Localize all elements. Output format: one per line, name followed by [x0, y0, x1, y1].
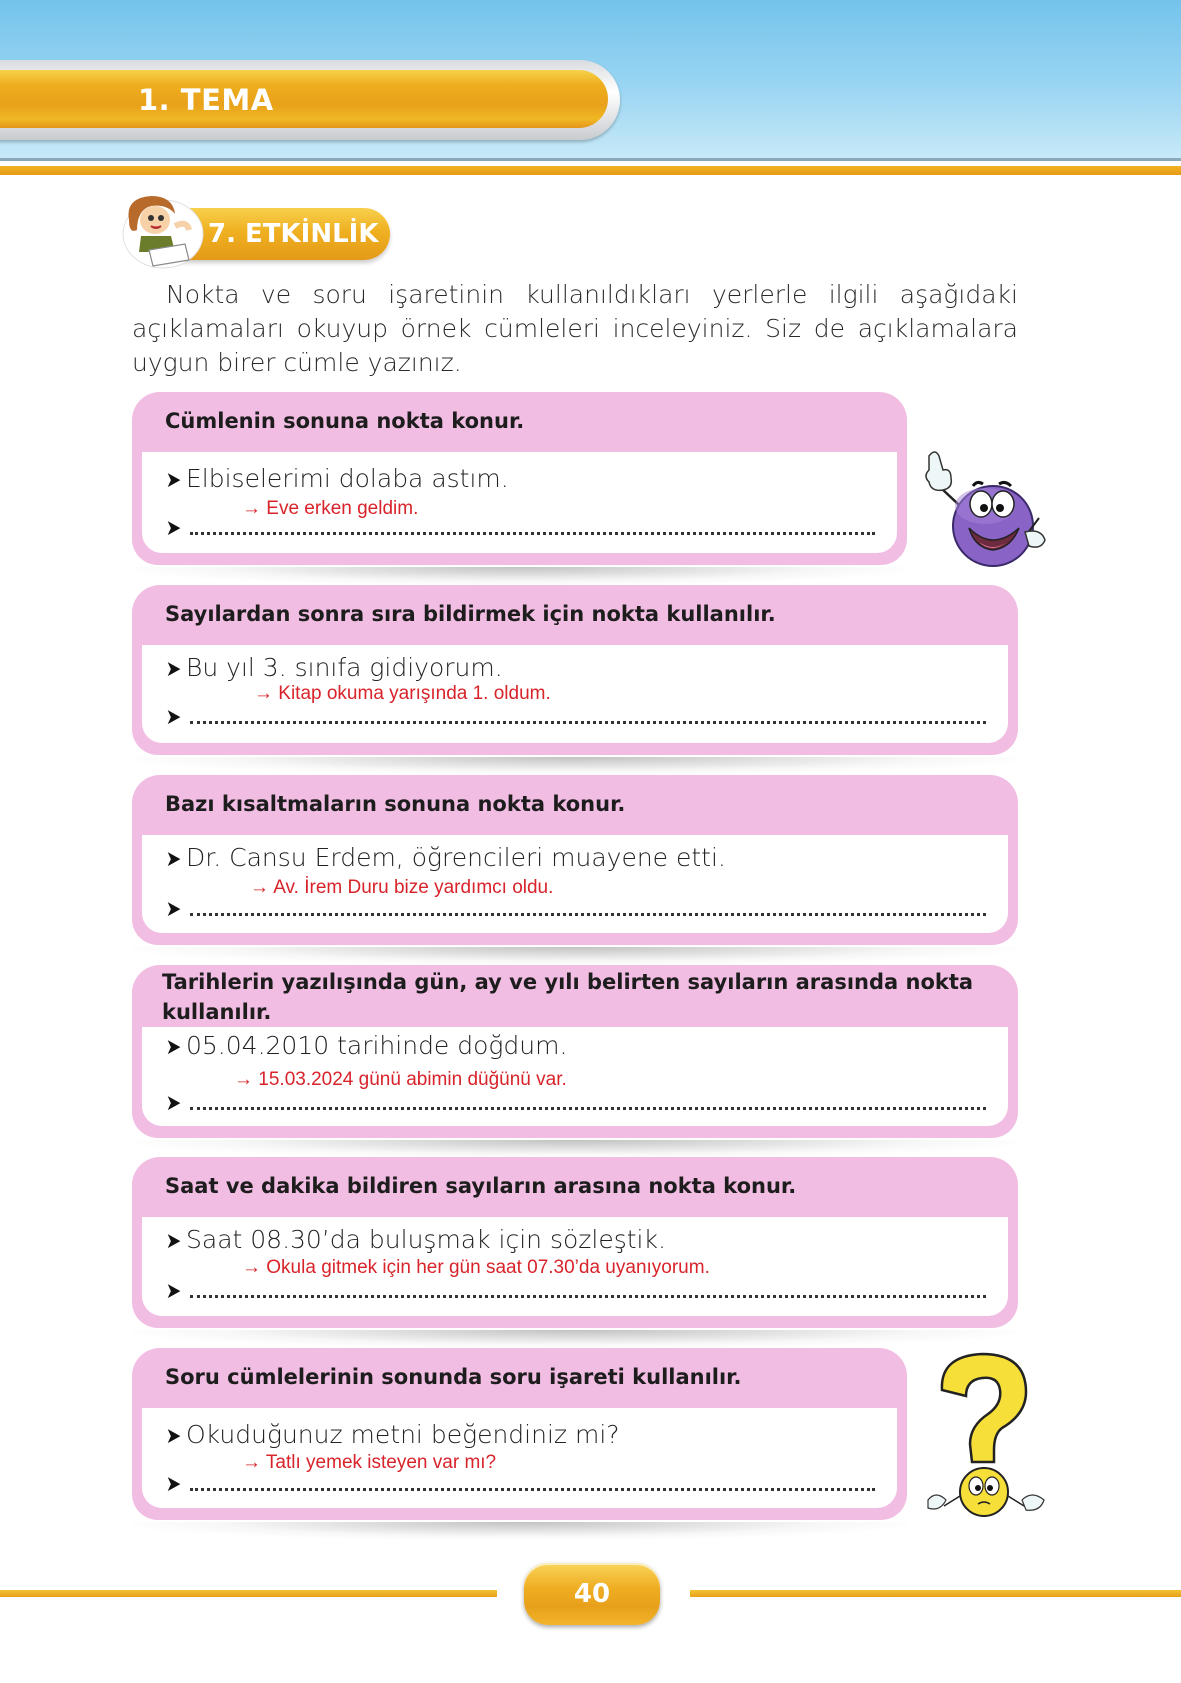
answer-text: → Tatlı yemek isteyen var mı? [242, 1452, 497, 1473]
bullet-arrow-icon: ➤ [165, 705, 182, 730]
dotted-answer-field[interactable] [190, 1277, 986, 1298]
rule-content-area [142, 835, 1008, 933]
yellow-question-mark-mascot-icon [922, 1350, 1050, 1530]
example-sentence: Elbiselerimi dolaba astım. [186, 464, 509, 493]
answer-line[interactable] [164, 1089, 986, 1116]
bullet-arrow-icon: ➤ [165, 1035, 182, 1060]
activity-title: 7. ETKİNLİK [208, 219, 379, 249]
rule-content-area [142, 645, 1008, 743]
rule-box-1 [132, 392, 907, 565]
dotted-answer-field[interactable] [190, 1470, 875, 1491]
bullet-arrow-icon: ➤ [165, 516, 182, 541]
box-shadow [132, 567, 907, 585]
rule-box-4 [132, 965, 1018, 1138]
footer-line-left [0, 1590, 497, 1597]
box-shadow [132, 1140, 1018, 1158]
theme-title: 1. TEMA [138, 83, 274, 117]
page-number: 40 [573, 1579, 611, 1609]
bullet-arrow-icon: ➤ [165, 1091, 182, 1116]
bullet-arrow-icon: ➤ [165, 897, 182, 922]
header-orange-stripe [0, 166, 1181, 175]
dotted-answer-field[interactable] [190, 703, 986, 724]
footer-line-right [690, 1590, 1181, 1597]
rule-box-3 [132, 775, 1018, 945]
answer-text: → 15.03.2024 günü abimin düğünü var. [234, 1069, 567, 1090]
bullet-arrow-icon: ➤ [165, 1279, 182, 1304]
example-sentence: Saat 08.30’da buluşmak için sözleştik. [186, 1225, 666, 1254]
rule-heading: Soru cümlelerinin sonunda soru işareti kullanılır. [165, 1365, 742, 1389]
bullet-arrow-icon: ➤ [165, 847, 182, 872]
answer-text: → Kitap okuma yarışında 1. oldum. [254, 683, 551, 704]
answer-text: → Av. İrem Duru bize yardımcı oldu. [250, 877, 554, 898]
theme-bar [0, 70, 608, 128]
example-line [164, 1225, 986, 1254]
box-shadow [132, 947, 1018, 965]
bullet-arrow-icon: ➤ [165, 1229, 182, 1254]
answer-text: → Eve erken geldim. [242, 498, 419, 519]
rule-heading: Bazı kısaltmaların sonuna nokta konur. [165, 792, 626, 816]
dotted-answer-field[interactable] [190, 514, 875, 535]
answer-line[interactable] [164, 514, 875, 541]
girl-writing-icon [115, 190, 205, 270]
example-sentence: Dr. Cansu Erdem, öğrencileri muayene etti. [186, 843, 726, 872]
answer-line[interactable] [164, 703, 986, 730]
rule-heading: Sayılardan sonra sıra bildirmek için nokta kullanılır. [165, 602, 776, 626]
box-shadow [132, 757, 1018, 775]
dotted-answer-field[interactable] [190, 895, 986, 916]
rule-heading: Cümlenin sonuna nokta konur. [165, 409, 525, 433]
bullet-arrow-icon: ➤ [165, 1472, 182, 1497]
rule-content-area [142, 1027, 1008, 1126]
rule-box-6 [132, 1348, 907, 1520]
bullet-arrow-icon: ➤ [165, 468, 182, 493]
dotted-answer-field[interactable] [190, 1089, 986, 1110]
rule-box-2 [132, 585, 1018, 755]
bullet-arrow-icon: ➤ [165, 657, 182, 682]
rule-box-5 [132, 1157, 1018, 1328]
example-sentence: Okuduğunuz metni beğendiniz mi? [186, 1420, 620, 1449]
instructions-text: Nokta ve soru işaretinin kullanıldıkları yerlerle ilgili aşağıdaki açıklamaları okuyup örnek cümleleri inceleyiniz. Siz de açıklamalara uygun birer cümle yazınız. [132, 280, 1018, 377]
answer-line[interactable] [164, 1470, 875, 1497]
instructions-paragraph [132, 278, 1018, 380]
example-line [164, 653, 986, 682]
example-line [164, 1420, 875, 1449]
example-sentence: 05.04.2010 tarihinde doğdum. [186, 1031, 568, 1060]
purple-ball-pointing-mascot-icon [915, 448, 1050, 573]
example-line [164, 464, 875, 493]
answer-line[interactable] [164, 895, 986, 922]
bullet-arrow-icon: ➤ [165, 1424, 182, 1449]
rule-heading: Tarihlerin yazılışında gün, ay ve yılı belirten sayıların arasında nokta kullanılır. [162, 970, 974, 1024]
box-shadow [132, 1522, 907, 1540]
rule-content-area [142, 1408, 897, 1508]
answer-text: → Okula gitmek için her gün saat 07.30’da uyanıyorum. [242, 1257, 710, 1278]
rule-heading: Saat ve dakika bildiren sayıların arasına nokta konur. [165, 1174, 797, 1198]
box-shadow [132, 1330, 1018, 1348]
example-line [164, 1031, 986, 1060]
rule-content-area [142, 452, 897, 553]
example-line [164, 843, 986, 872]
rule-content-area [142, 1217, 1008, 1316]
answer-line[interactable] [164, 1277, 986, 1304]
example-sentence: Bu yıl 3. sınıfa gidiyorum. [186, 653, 503, 682]
